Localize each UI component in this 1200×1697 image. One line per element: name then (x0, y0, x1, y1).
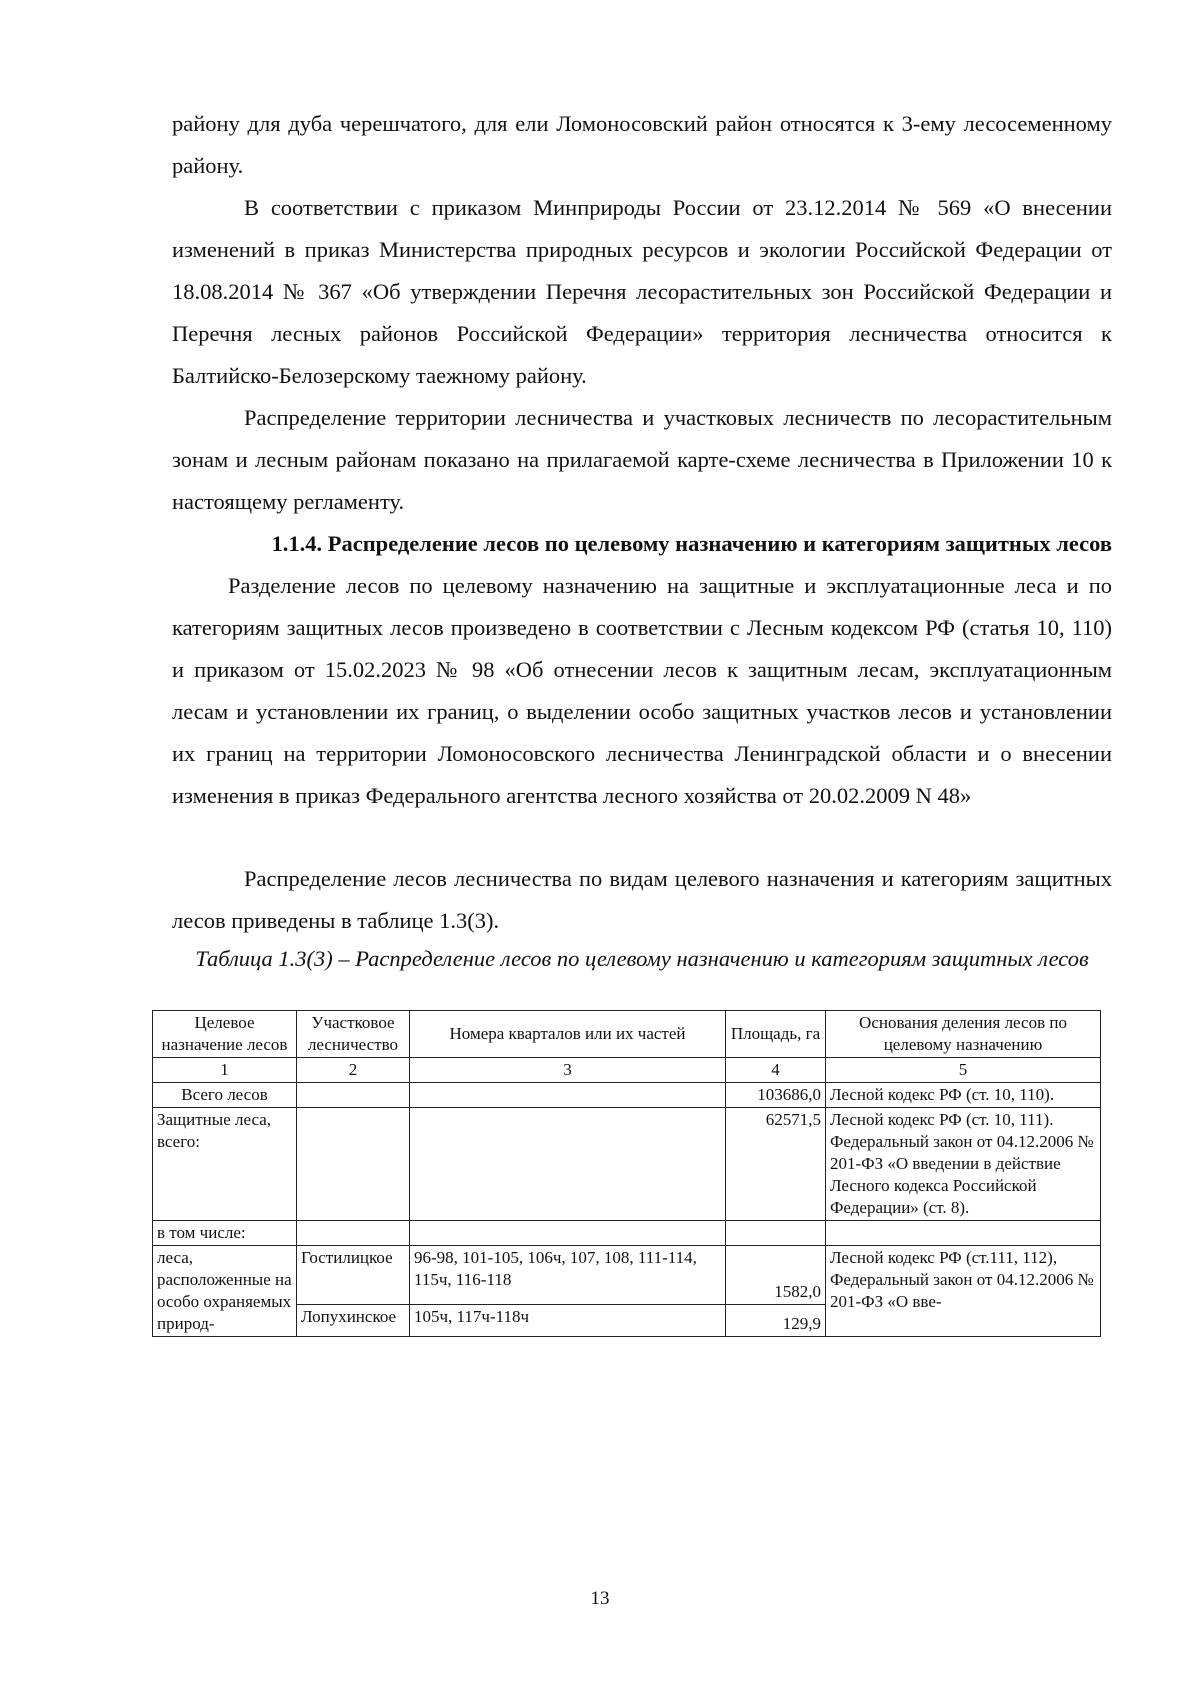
cell-district: Гостилицкое (297, 1246, 410, 1305)
cell-quarters: 96-98, 101-105, 106ч, 107, 108, 111-114, 115ч, 116-118 (410, 1246, 726, 1305)
cell-area: 103686,0 (726, 1083, 826, 1108)
cell-basis: Лесной кодекс РФ (ст. 10, 111). Федеральный закон от 04.12.2006 № 201-ФЗ «О введении в действие Лесного кодекса Российской Федерации» (ст. 8). (826, 1108, 1101, 1221)
cell-district (297, 1108, 410, 1221)
cell-area (726, 1221, 826, 1246)
header-area: Площадь, га (726, 1011, 826, 1058)
column-number: 4 (726, 1058, 826, 1083)
cell-quarters (410, 1221, 726, 1246)
cell-purpose: Защитные леса, всего: (153, 1108, 297, 1221)
cell-district (297, 1221, 410, 1246)
paragraph-division-basis: Разделение лесов по целевому назначению на защитные и эксплуатационные леса и по категориям защитных лесов произведено в соответствии с Лесным кодексом РФ (статья 10, 110) и приказом от 15.02.2023 № 98 «Об отнесении лесов к защитным лесам, эксплуатационным лесам и установлении их границ, о выделении особо защитных участков лесов и установлении их границ на территории Ломоносовского лесничества Ленинградской области и о внесении изменения в приказ Федерального агентства лесного хозяйства от 20.02.2009 N 48» (172, 573, 1112, 808)
table-row-protective (153, 1108, 1101, 1221)
header-quarters: Номера кварталов или их частей (410, 1011, 726, 1058)
table-header-row (153, 1011, 1101, 1058)
table-column-numbers-row (153, 1058, 1101, 1083)
column-number: 1 (153, 1058, 297, 1083)
cell-purpose: леса, расположенные на особо охраняемых природ- (153, 1246, 297, 1337)
table-row-gostilitsy (153, 1246, 1101, 1305)
cell-basis (826, 1221, 1101, 1246)
table-row-including (153, 1221, 1101, 1246)
cell-area: 1582,0 (726, 1246, 826, 1305)
cell-area: 129,9 (726, 1305, 826, 1337)
column-number: 2 (297, 1058, 410, 1083)
column-number: 5 (826, 1058, 1101, 1083)
cell-area: 62571,5 (726, 1108, 826, 1221)
cell-purpose: Всего лесов (153, 1083, 297, 1108)
header-district: Участковое лесничество (297, 1011, 410, 1058)
forest-distribution-table (152, 1010, 1101, 1337)
cell-purpose: в том числе: (153, 1221, 297, 1246)
cell-quarters (410, 1083, 726, 1108)
section-heading: 1.1.4. Распределение лесов по целевому назначению и категориям защитных лесов (271, 531, 1112, 556)
cell-quarters (410, 1108, 726, 1221)
cell-basis: Лесной кодекс РФ (ст.111, 112), Федеральный закон от 04.12.2006 № 201-ФЗ «О вве- (826, 1246, 1101, 1337)
table-caption: Таблица 1.3(3) – Распределение лесов по целевому назначению и категориям защитных лесов (195, 946, 1089, 971)
cell-district: Лопухинское (297, 1305, 410, 1337)
paragraph-distribution-map: Распределение территории лесничества и участковых лесничеств по лесорастительным зонам и лесным районам показано на прилагаемой карте-схеме лесничества в Приложении 10 к настоящему регламенту. (172, 405, 1112, 514)
paragraph-table-reference: Распределение лесов лесничества по видам целевого назначения и категориям защитных лесов приведены в таблице 1.3(3). (172, 866, 1112, 933)
page-number: 13 (590, 1588, 610, 1609)
header-purpose: Целевое назначение лесов (153, 1011, 297, 1058)
cell-district (297, 1083, 410, 1108)
cell-quarters: 105ч, 117ч-118ч (410, 1305, 726, 1337)
cell-basis: Лесной кодекс РФ (ст. 10, 110). (826, 1083, 1101, 1108)
column-number: 3 (410, 1058, 726, 1083)
paragraph-intro: району для дуба черешчатого, для ели Ломоносовский район относятся к 3-ему лесосеменному району. (172, 111, 1112, 178)
header-basis: Основания деления лесов по целевому назначению (826, 1011, 1101, 1058)
table-row-total (153, 1083, 1101, 1108)
paragraph-minprirody-order: В соответствии с приказом Минприроды России от 23.12.2014 № 569 «О внесении изменений в приказ Министерства природных ресурсов и экологии Российской Федерации от 18.08.2014 № 367 «Об утверждении Перечня лесорастительных зон Российской Федерации и Перечня лесных районов Российской Федерации» территория лесничества относится к Балтийско-Белозерскому таежному району. (172, 195, 1112, 388)
